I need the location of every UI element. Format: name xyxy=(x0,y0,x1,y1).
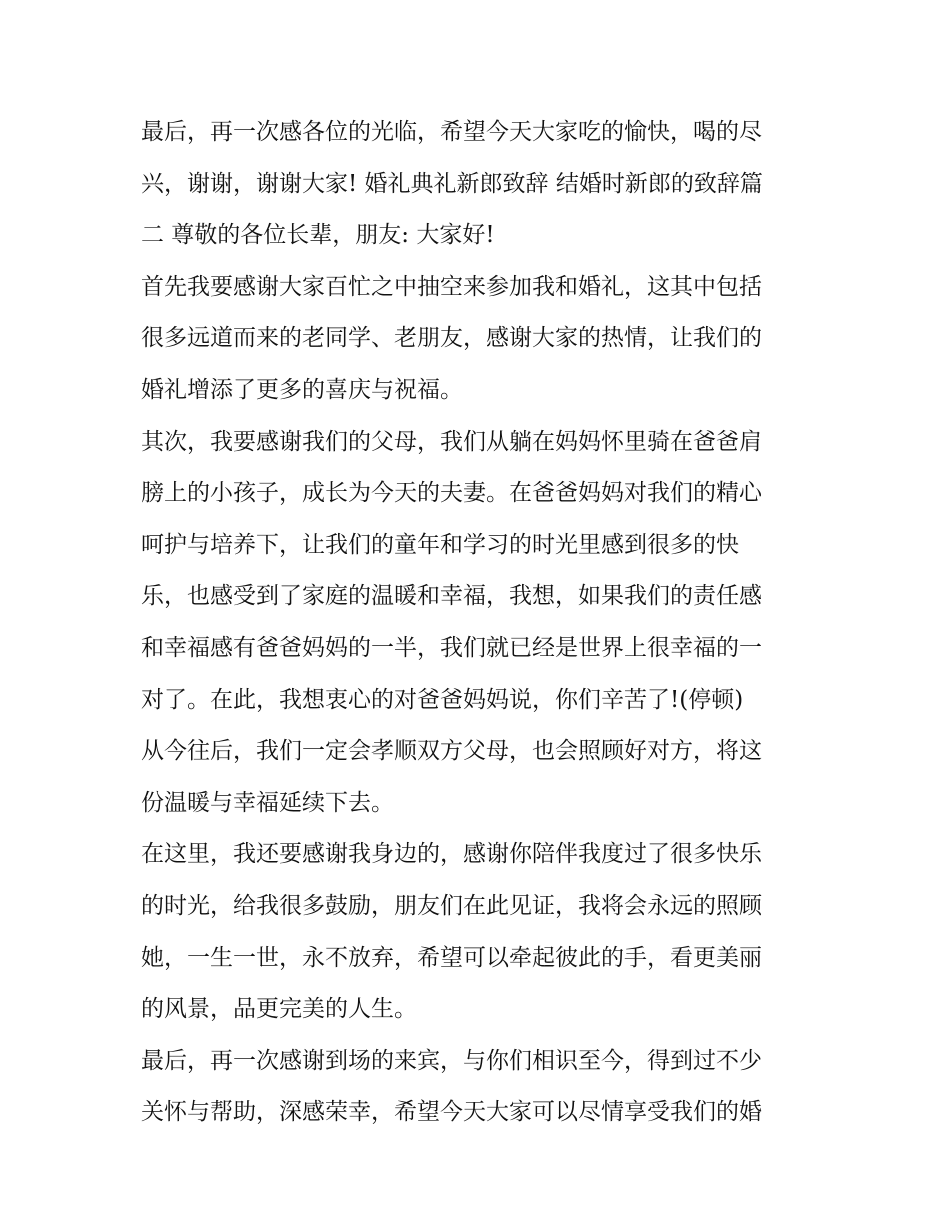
text-line: 呵护与培养下，让我们的童年和学习的时光里感到很多的快 xyxy=(141,531,739,558)
text-line: 对了。在此，我想衷心的对爸爸妈妈说，你们辛苦了!(停顿) xyxy=(141,686,744,713)
text-line: 很多远道而来的老同学、老朋友，感谢大家的热情，让我们的 xyxy=(141,325,762,352)
text-line: 在这里，我还要感谢我身边的，感谢你陪伴我度过了很多快乐 xyxy=(141,841,762,868)
text-line: 兴，谢谢，谢谢大家! 婚礼典礼新郎致辞 结婚时新郎的致辞篇 xyxy=(141,170,763,197)
text-line: 她，一生一世，永不放弃，希望可以牵起彼此的手，看更美丽 xyxy=(141,944,762,971)
text-line: 其次，我要感谢我们的父母，我们从躺在妈妈怀里骑在爸爸肩 xyxy=(141,428,762,455)
text-line: 膀上的小孩子，成长为今天的夫妻。在爸爸妈妈对我们的精心 xyxy=(141,480,762,507)
text-line: 二 尊敬的各位长辈，朋友: 大家好! xyxy=(141,222,495,249)
text-line: 首先我要感谢大家百忙之中抽空来参加我和婚礼，这其中包括 xyxy=(141,273,762,300)
text-line: 的时光，给我很多鼓励，朋友们在此见证，我将会永远的照顾 xyxy=(141,892,762,919)
text-line: 份温暖与幸福延续下去。 xyxy=(141,789,394,816)
text-line: 和幸福感有爸爸妈妈的一半，我们就已经是世界上很幸福的一 xyxy=(141,634,762,661)
text-line: 从今往后，我们一定会孝顺双方父母，也会照顾好对方，将这 xyxy=(141,738,762,765)
text-line: 的风景，品更完美的人生。 xyxy=(141,996,417,1023)
body-text xyxy=(141,107,831,1139)
text-line: 乐，也感受到了家庭的温暖和幸福，我想，如果我们的责任感 xyxy=(141,583,762,610)
text-line: 最后，再一次感谢到场的来宾，与你们相识至今，得到过不少 xyxy=(141,1047,762,1074)
text-line: 婚礼增添了更多的喜庆与祝福。 xyxy=(141,376,463,403)
text-line: 关怀与帮助，深感荣幸，希望今天大家可以尽情享受我们的婚 xyxy=(141,1099,762,1126)
text-line: 最后，再一次感各位的光临，希望今天大家吃的愉快，喝的尽 xyxy=(141,119,762,145)
